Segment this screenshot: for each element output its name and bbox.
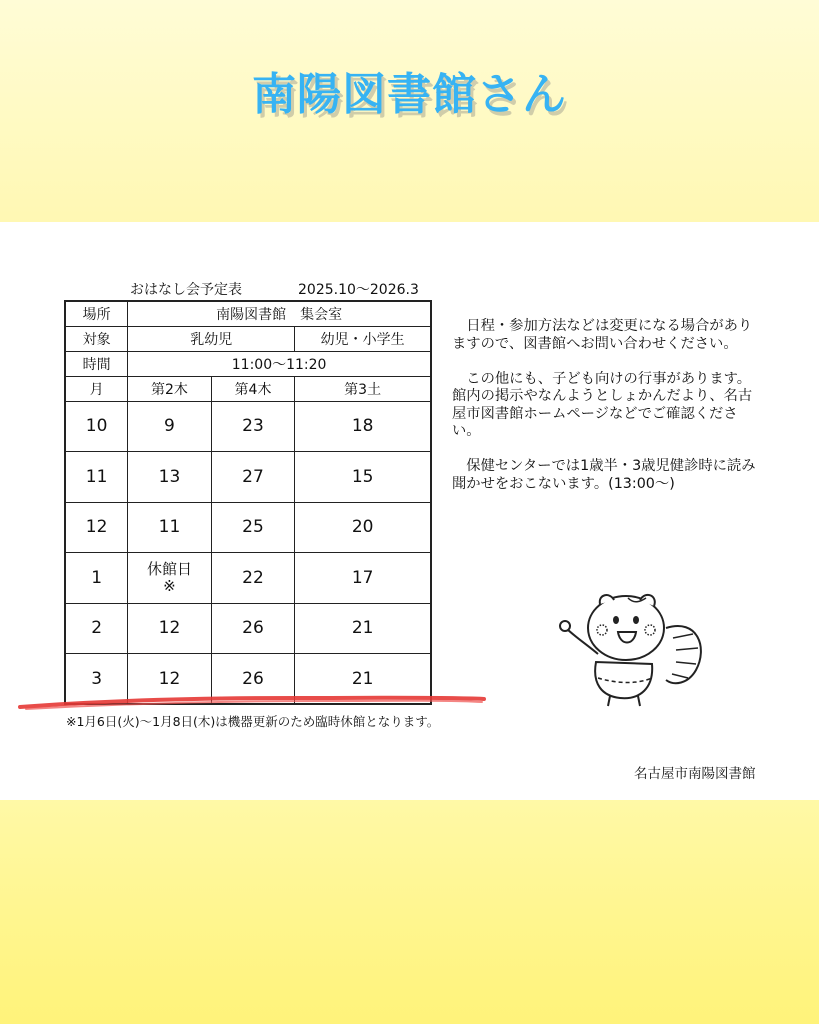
date-cell: 13: [128, 452, 212, 503]
library-credit: 名古屋市南陽図書館: [634, 766, 756, 782]
date-cell: 26: [211, 654, 295, 705]
date-cell: 21: [295, 654, 431, 705]
month-header: 月: [65, 376, 128, 401]
place-row: [65, 301, 431, 326]
month-cell: 2: [65, 603, 128, 654]
date-cell: 11: [128, 502, 212, 553]
day-header-2nd-thu: 第2木: [128, 376, 212, 401]
column-header-row: [65, 376, 431, 401]
month-cell: 3: [65, 654, 128, 705]
month-cell: 10: [65, 401, 128, 452]
place-value: 南陽図書館 集会室: [128, 301, 431, 326]
schedule-period: 2025.10〜2026.3: [298, 282, 419, 298]
month-cell: 11: [65, 452, 128, 503]
date-cell: 12: [128, 654, 212, 705]
date-cell: 26: [211, 603, 295, 654]
target-child: 幼児・小学生: [295, 326, 431, 351]
table-row: [65, 502, 431, 553]
red-underline-mark: [18, 694, 488, 714]
table-row: [65, 553, 431, 604]
note-paragraph: 保健センターでは1歳半・3歳児健診時に読み聞かせをおこないます。(13:00〜): [452, 458, 756, 492]
target-infant: 乳幼児: [128, 326, 295, 351]
squirrel-mascot-icon: [558, 588, 708, 708]
time-label: 時間: [65, 351, 128, 376]
place-label: 場所: [65, 301, 128, 326]
note-paragraph: 日程・参加方法などは変更になる場合がありますので、図書館へお問い合わせください。: [452, 318, 753, 352]
date-cell: 17: [295, 553, 431, 604]
closed-day-label: 休館日: [146, 559, 192, 578]
bottom-band: [0, 800, 819, 1024]
date-cell: 20: [295, 502, 431, 553]
date-cell: 15: [295, 452, 431, 503]
table-row: [65, 603, 431, 654]
time-value: 11:00〜11:20: [128, 351, 431, 376]
closure-footnote: ※1月6日(火)〜1月8日(木)は機器更新のため臨時休館となります。: [66, 714, 440, 729]
note-paragraph: この他にも、子ども向けの行事があります。館内の掲示やなんようとしょかんだより、名古屋市図書館ホームページなどでご確認ください。: [452, 370, 753, 439]
time-row: [65, 351, 431, 376]
date-cell: 27: [211, 452, 295, 503]
date-cell: 12: [128, 603, 212, 654]
schedule-table: [64, 300, 432, 705]
schedule-title: おはなし会予定表: [130, 282, 242, 298]
day-header-4th-thu: 第4木: [211, 376, 295, 401]
page-title: 南陽図書館さん: [252, 69, 567, 120]
month-cell: 1: [65, 553, 128, 604]
day-header-3rd-sat: 第3土: [295, 376, 431, 401]
notes-block: [452, 318, 764, 511]
month-cell: 12: [65, 502, 128, 553]
date-cell: 18: [295, 401, 431, 452]
table-row: [65, 452, 431, 503]
closed-day-mark: ※: [163, 576, 176, 595]
date-cell: 23: [211, 401, 295, 452]
table-row: [65, 401, 431, 452]
target-row: [65, 326, 431, 351]
closed-day-cell: [128, 553, 212, 604]
date-cell: 9: [128, 401, 212, 452]
date-cell: 22: [211, 553, 295, 604]
target-label: 対象: [65, 326, 128, 351]
date-cell: 25: [211, 502, 295, 553]
date-cell: 21: [295, 603, 431, 654]
